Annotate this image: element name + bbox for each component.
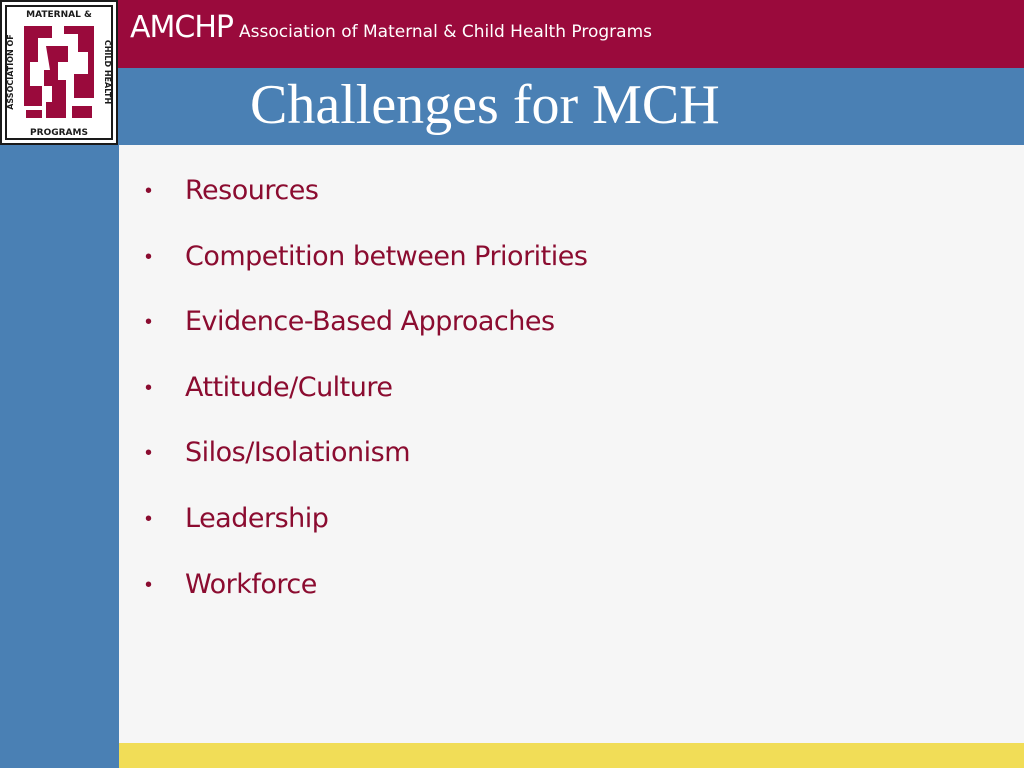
list-item [145,498,587,564]
svg-text:ASSOCIATION OF: ASSOCIATION OF [6,34,15,110]
bullet-icon: • [145,573,153,596]
list-item [145,301,587,367]
list-item [145,432,587,498]
svg-text:MATERNAL &: MATERNAL & [26,10,92,20]
list-item [145,170,587,236]
list-item [145,367,587,433]
slide-title: Challenges for MCH [250,74,720,136]
svg-text:PROGRAMS: PROGRAMS [30,128,88,138]
bullet-text: Evidence-Based Approaches [185,306,555,338]
bullet-icon: • [145,376,153,399]
bullet-icon: • [145,180,153,202]
bullet-text: Leadership [185,502,329,534]
brand-heading [130,10,652,45]
bullet-text: Competition between Priorities [185,240,588,272]
brand-acronym: AMCHP [130,10,234,45]
bullet-text: Resources [185,175,319,206]
list-item [145,564,587,630]
bullet-icon: • [145,245,153,268]
brand-full-name: Association of Maternal & Child Health Programs [239,22,652,42]
bottom-strip [119,743,1024,768]
bullet-text: Silos/Isolationism [185,437,411,469]
svg-text:CHILD HEALTH: CHILD HEALTH [103,39,112,105]
bullet-icon: • [145,507,153,530]
bullet-list [145,170,587,629]
amchp-logo-icon [0,0,118,145]
bullet-text: Workforce [185,568,317,600]
bullet-text: Attitude/Culture [185,371,393,403]
bullet-icon: • [145,311,153,334]
list-item [145,236,587,302]
bullet-icon: • [145,442,153,465]
